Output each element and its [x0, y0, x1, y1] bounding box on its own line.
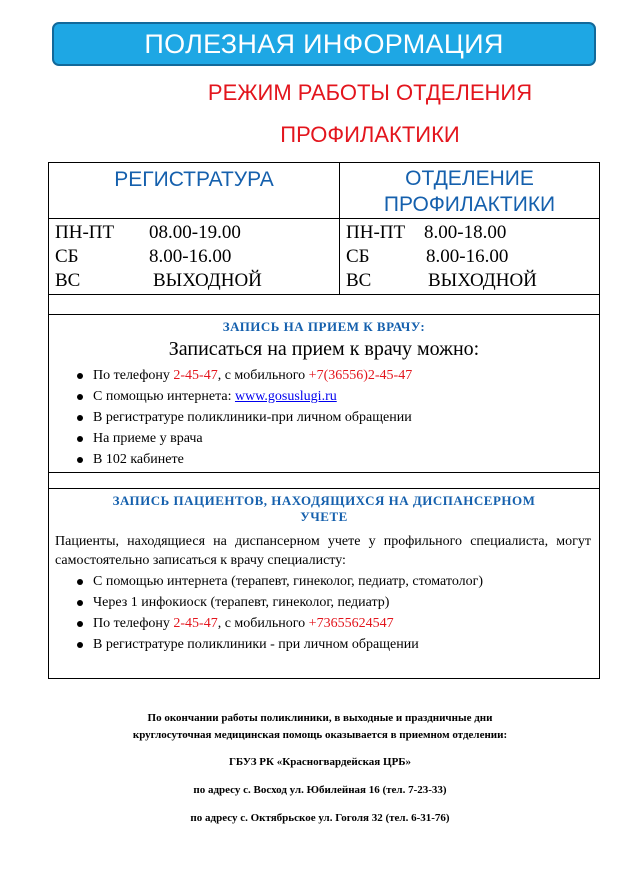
- dispensary-list: [75, 571, 483, 655]
- schedule-row: [346, 245, 596, 269]
- prevention-header: [340, 166, 599, 218]
- mobile-number: +73655624547: [308, 616, 394, 631]
- page-banner: [52, 22, 596, 66]
- item-text: По телефону: [93, 368, 174, 383]
- schedule-day: СБ: [346, 246, 370, 267]
- schedule-day: ПН-ПТ: [55, 222, 115, 243]
- list-item: [75, 365, 412, 386]
- list-item: В 102 кабинете: [75, 449, 412, 470]
- item-text: С помощью интернета:: [93, 389, 235, 404]
- schedule-row: [346, 269, 596, 293]
- dispensary-intro: Пациенты, находящиеся на диспансерном учете у профильного специалиста, могут самостоятельно записаться к врачу специалисту:: [55, 534, 591, 568]
- schedule-time: 8.00-16.00: [149, 246, 232, 267]
- divider-spacer: [49, 314, 599, 315]
- item-text: , с мобильного: [217, 616, 309, 631]
- schedule-row: [55, 221, 335, 245]
- registry-header: РЕГИСТРАТУРА: [114, 168, 274, 191]
- registry-schedule: [55, 221, 335, 293]
- schedule-row: [55, 269, 335, 293]
- schedule-time: 8.00-16.00: [426, 246, 509, 267]
- footer-organization: ГБУЗ РК «Красногвардейская ЦРБ»: [228, 756, 412, 768]
- subtitle-line-1: РЕЖИМ РАБОТЫ ОТДЕЛЕНИЯ: [207, 80, 533, 105]
- gosuslugi-link[interactable]: www.gosuslugi.ru: [234, 389, 337, 404]
- schedule-time: 8.00-18.00: [424, 222, 507, 243]
- appointment-list: [75, 365, 412, 470]
- dispensary-heading-line-2: УЧЕТЕ: [300, 509, 348, 524]
- schedule-day: СБ: [55, 246, 79, 267]
- list-item: Через 1 инфокиоск (терапевт, гинеколог, педиатр): [75, 592, 483, 613]
- info-table: [48, 162, 600, 679]
- schedule-day: ВС: [346, 270, 372, 291]
- footer-line-2: круглосуточная медицинская помощь оказывается в приемном отделении:: [132, 729, 508, 741]
- prevention-schedule: [346, 221, 596, 293]
- footer-address-1: по адресу с. Восход ул. Юбилейная 16 (тел. 7-23-33): [193, 784, 447, 796]
- schedule-day: ПН-ПТ: [346, 222, 406, 243]
- divider-schedule: [49, 294, 599, 295]
- list-item: [75, 386, 412, 407]
- footer-line-1: По окончании работы поликлиники, в выходные и праздничные дни: [147, 712, 493, 724]
- list-item: На приеме у врача: [75, 428, 412, 449]
- phone-number: 2-45-47: [173, 368, 218, 383]
- schedule-day: ВС: [55, 270, 81, 291]
- schedule-time: ВЫХОДНОЙ: [428, 270, 537, 291]
- prevention-header-line-1: ОТДЕЛЕНИЕ: [405, 167, 534, 190]
- item-text: , с мобильного: [217, 368, 309, 383]
- dispensary-heading: [49, 493, 599, 525]
- phone-number: 2-45-47: [173, 616, 218, 631]
- divider-appointment: [49, 472, 599, 473]
- prevention-header-line-2: ПРОФИЛАКТИКИ: [383, 193, 556, 216]
- schedule-time: 08.00-19.00: [149, 222, 241, 243]
- footer-address-2: по адресу с. Октябрьское ул. Гоголя 32 (тел. 6-31-76): [190, 812, 450, 824]
- list-item: В регистратуре поликлиники-при личном обращении: [75, 407, 412, 428]
- subtitle-line-2: ПРОФИЛАКТИКИ: [280, 122, 460, 147]
- list-item: С помощью интернета (терапевт, гинеколог, педиатр, стоматолог): [75, 571, 483, 592]
- dispensary-heading-line-1: ЗАПИСЬ ПАЦИЕНТОВ, НАХОДЯЩИХСЯ НА ДИСПАНСЕРНОМ: [112, 493, 536, 508]
- appointment-lead: Записаться на прием к врачу можно:: [168, 338, 480, 360]
- divider-dispensary: [49, 488, 599, 489]
- list-item: В регистратуре поликлиники - при личном обращении: [75, 634, 483, 655]
- schedule-row: [55, 245, 335, 269]
- appointment-heading: ЗАПИСЬ НА ПРИЕМ К ВРАЧУ:: [222, 319, 426, 334]
- divider-header: [49, 218, 599, 219]
- list-item: [75, 613, 483, 634]
- schedule-time: ВЫХОДНОЙ: [153, 270, 262, 291]
- mobile-number: +7(36556)2-45-47: [308, 368, 413, 383]
- banner-title: ПОЛЕЗНАЯ ИНФОРМАЦИЯ: [144, 29, 504, 59]
- schedule-row: [346, 221, 596, 245]
- item-text: По телефону: [93, 616, 174, 631]
